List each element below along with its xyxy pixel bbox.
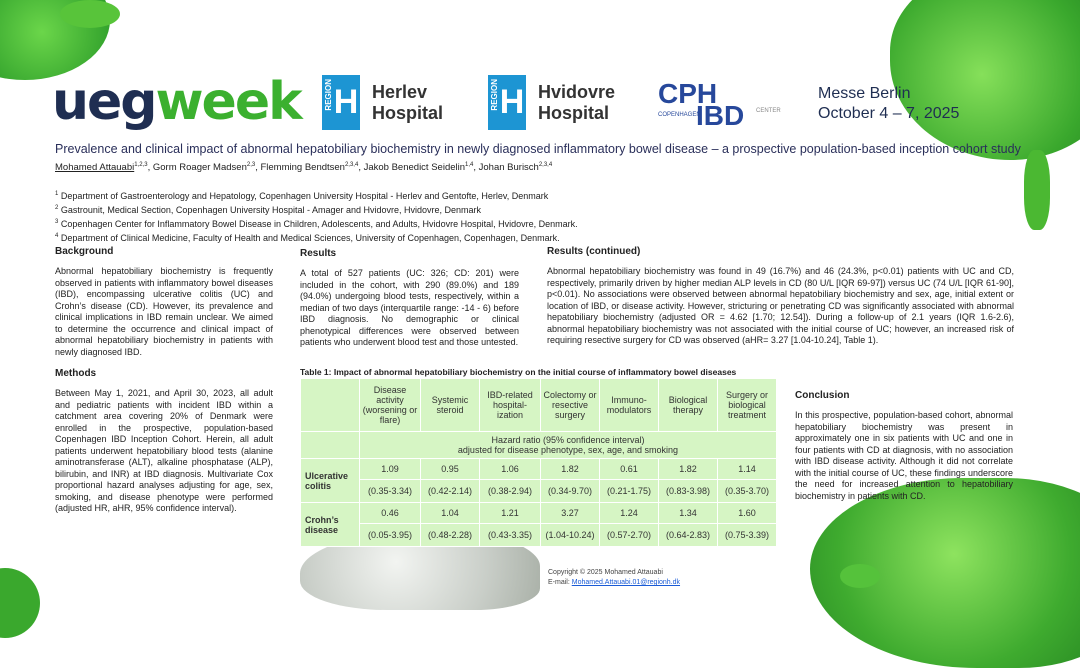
ci-value: (1.04-10.24) (541, 524, 600, 547)
ueg-week-logo (52, 72, 301, 132)
affiliation-text: Gastrounit, Medical Section, Copenhagen University Hospital - Amager and Hvidovre, Hvidovre, Denmark (60, 205, 482, 215)
event-dates: October 4 – 7, 2025 (818, 105, 960, 122)
table-column-header: Systemic steroid (421, 379, 480, 432)
decorative-green-drip-top-right (1024, 150, 1050, 230)
region-h-badge (322, 75, 360, 130)
ci-value: (0.38-2.94) (480, 480, 541, 503)
poster-title: Prevalence and clinical impact of abnormal hepatobiliary biochemistry in newly diagnosed inflammatory bowel disease – a prospective population-based inception cohort study (55, 142, 1021, 156)
background-text: Abnormal hepatobiliary biochemistry is frequently observed in patients with inflammatory bowel diseases (IBD), encompassing ulcerative colitis (UC) and Crohn’s disease (CD). However, its prevalence and clinical implications in IBD remain unclear. We aimed to determine the occurrence and clinical impact of abnormal hepatobiliary biochemistry in patients with newly diagnosed IBD. (55, 266, 273, 357)
results-continued-heading: Results (continued) (547, 246, 641, 257)
table-column-header: Surgery or biological treatment (718, 379, 777, 432)
table-column-header: Colectomy or resective surgery (541, 379, 600, 432)
row-label-cd: Crohn’s disease (301, 503, 360, 547)
hr-value: 1.21 (480, 503, 541, 524)
affiliation-item (55, 188, 578, 202)
affiliation-item (55, 202, 578, 216)
table-row (301, 503, 777, 524)
copenhagen-text: COPENHAGEN (658, 112, 701, 118)
region-h-letter: H (499, 83, 525, 121)
hr-value: 0.95 (421, 459, 480, 480)
hazard-ratio-line1: Hazard ratio (95% confidence interval) (491, 435, 645, 445)
copyright-block (548, 568, 680, 588)
hospital-name (538, 82, 615, 124)
cph-ibd-center-logo (658, 78, 781, 131)
email-label: E-mail: (548, 579, 572, 586)
affiliation-item (55, 216, 578, 230)
hr-value: 1.14 (718, 459, 777, 480)
region-h-badge (488, 75, 526, 130)
decorative-green-blob-top-right (890, 0, 1080, 160)
author-affil: 2,3,4 (538, 162, 553, 168)
region-h-letter: H (333, 83, 359, 121)
hr-value: 1.24 (600, 503, 659, 524)
hr-value: 1.04 (421, 503, 480, 524)
affiliation-num: 2 (55, 205, 59, 211)
event-info (818, 84, 959, 124)
ci-value: (0.05-3.95) (360, 524, 421, 547)
ci-value: (0.83-3.98) (659, 480, 718, 503)
table-column-header: Immuno-modulators (600, 379, 659, 432)
hr-value: 1.09 (360, 459, 421, 480)
conclusion-column (795, 390, 1013, 502)
hvidovre-hospital-logo (488, 75, 615, 130)
table-empty-cell (301, 432, 360, 459)
ibd-text: IBD (696, 100, 745, 131)
results-column (300, 248, 519, 349)
hr-value: 1.60 (718, 503, 777, 524)
affiliation-item (55, 230, 578, 244)
event-venue: Messe Berlin (818, 85, 911, 102)
ci-value: (0.43-3.35) (480, 524, 541, 547)
author-name: Mohamed Attauabi (55, 162, 135, 174)
author-name: Gorm Roager Madsen (152, 162, 247, 174)
affiliation-text: Copenhagen Center for Inflammatory Bowel Disease in Children, Adolescents, and Adults, Hvidovre Hospital, Hvidovre, Denmark. (60, 219, 578, 229)
table-row (301, 480, 777, 503)
author-name: Jakob Benedict Seidelin (363, 162, 466, 174)
hospital-name-line2: Hospital (538, 102, 610, 123)
conclusion-text: In this prospective, population-based cohort, abnormal hepatobiliary biochemistry was present in approximately one in six patients with UC and one in four patients with CD at diagnosis, with no association with IBD disease activity. Although it did not correlate with the initial course of UC, these findings underscore the need for increased attention to hepatobiliary biochemistry in patients with CD. (795, 410, 1013, 501)
results-continued-text: Abnormal hepatobiliary biochemistry was found in 49 (16.7%) and 46 (24.3%, p<0.01) patients with UC and CD, respectively, primarily driven by higher median ALP levels in CD (80 U/L [IQR 69-97]) versus UC (74 U/L [IQR 61-90], p<0.01). No associations were observed between abnormal hepatobiliary biochemistry and sex, age, initial extent or location of IBD, or disease activity. However, stricturing or penetrating CD was significantly associated with abnormal hepatobiliary biochemistry (adjusted OR = 4.62 [1.70; 12.54]). During a follow-up of 2.1 years (IQR 1.6-2.6), abnormal hepatobiliary biochemistry was not associated with the initial course of UC; however, an increased risk of requiring resective surgery for CD was observed (aHR= 3.27 [1.04-10.24], Table 1). (547, 266, 1014, 345)
methods-text: Between May 1, 2021, and April 30, 2023, all adult and pediatric patients with incident IBD within a catchment area covering 20% of Denmark were enrolled in the prospective, population-based Copenhagen IBD Inception Cohort. Herein, all adult patients underwent hepatobiliary blood tests (alanine aminotransferase (ALT), alkaline phosphatase (ALP), bilirubin, and INR) at IBD diagnosis. Multivariate Cox proportional hazard analyses adjusting for age, sex, smoking, and disease phenotype were performed (adjusted HR, aHR, 95% confidence interval). (55, 388, 273, 513)
results-continued-column (547, 246, 1014, 347)
affiliation-list (55, 188, 578, 244)
logo-ueg-text: ueg (52, 72, 156, 132)
affiliation-num: 1 (55, 191, 59, 197)
methods-heading: Methods (55, 368, 97, 379)
affiliation-num: 4 (55, 233, 59, 239)
herlev-hospital-logo (322, 75, 443, 130)
email-link[interactable]: Mohamed.Attauabi.01@regionh.dk (571, 579, 681, 586)
hospital-name-line2: Hospital (372, 102, 444, 123)
author-name: Flemming Bendtsen (260, 162, 345, 174)
author-affil: 2,3,4 (344, 162, 359, 168)
email-line (548, 578, 680, 588)
table-column-header: IBD-related hospital-ization (480, 379, 541, 432)
region-label: REGION (490, 79, 499, 111)
table-row (301, 459, 777, 480)
ci-value: (0.35-3.34) (360, 480, 421, 503)
hr-value: 1.06 (480, 459, 541, 480)
ci-value: (0.42-2.14) (421, 480, 480, 503)
hr-value: 1.82 (659, 459, 718, 480)
region-label: REGION (324, 79, 333, 111)
ci-value: (0.75-3.39) (718, 524, 777, 547)
affiliation-text: Department of Gastroenterology and Hepatology, Copenhagen University Hospital - Herlev and Gentofte, Herlev, Denmark (60, 191, 549, 201)
table-hr-row (301, 432, 777, 459)
copyright-text: Copyright © 2025 Mohamed Attauabi (548, 569, 663, 576)
background-methods-column (55, 246, 273, 515)
hr-value: 0.61 (600, 459, 659, 480)
results-heading: Results (300, 248, 337, 259)
hospital-name (372, 82, 443, 124)
author-affil: 1,4 (465, 162, 474, 168)
table-header-row (301, 379, 777, 432)
ci-value: (0.35-3.70) (718, 480, 777, 503)
affiliation-text: Department of Clinical Medicine, Faculty of Health and Medical Sciences, University of Copenhagen, Copenhagen, Denmark. (60, 233, 560, 243)
ci-value: (0.57-2.70) (600, 524, 659, 547)
decorative-green-blob-bottom-left (0, 568, 40, 638)
table-corner-cell (301, 379, 360, 432)
row-label-uc: Ulcerative colitis (301, 459, 360, 503)
logo-week-text: week (155, 72, 301, 132)
author-list: Mohamed Attauabi$^{1,2,3}$, Gorm Roager Madsen$^{2,3}$, Flemming Bendtsen$^{2,3,4}$, Jakob Benedict Seidelin$^{1,4}$, Johan Burisch$^{2,3,4}$ (55, 162, 553, 174)
ci-value: (0.48-2.28) (421, 524, 480, 547)
hr-value: 1.82 (541, 459, 600, 480)
table-caption: Table 1: Impact of abnormal hepatobiliary biochemistry on the initial course of inflammatory bowel diseases (300, 367, 737, 377)
affiliation-num: 3 (55, 219, 59, 225)
center-text: CENTER (756, 108, 781, 114)
hospital-name-line1: Hvidovre (538, 81, 616, 102)
hazard-ratio-line2: adjusted for disease phenotype, sex, age, and smoking (457, 445, 679, 455)
cph-text: CPH (658, 78, 718, 109)
decorative-green-blob-bottom-right-small (840, 564, 880, 588)
results-table (300, 378, 777, 547)
author-name: Johan Burisch (478, 162, 539, 174)
decorative-green-blob-top-left-small (60, 0, 120, 28)
results-text: A total of 527 patients (UC: 326; CD: 201) were included in the cohort, with 290 (89.0%) and 189 (94.0%) undergoing blood tests, respectively, within a median of two days (interquartile range: -14 - 6) before IBD diagnosis. No demographic or clinical phenotypical differences were observed between patients who underwent blood test and those untested. (300, 268, 519, 347)
table-column-header: Biological therapy (659, 379, 718, 432)
ci-value: (0.21-1.75) (600, 480, 659, 503)
conclusion-heading: Conclusion (795, 390, 850, 401)
ci-value: (0.34-9.70) (541, 480, 600, 503)
hr-value: 3.27 (541, 503, 600, 524)
ci-value: (0.64-2.83) (659, 524, 718, 547)
author-affil: 2,3 (246, 162, 256, 168)
background-heading: Background (55, 246, 114, 257)
hazard-ratio-note (360, 432, 777, 459)
table-column-header: Disease activity (worsening or flare) (360, 379, 421, 432)
author-affil: 1,2,3 (134, 162, 148, 168)
hr-value: 0.46 (360, 503, 421, 524)
hospital-name-line1: Herlev (372, 81, 428, 102)
hr-value: 1.34 (659, 503, 718, 524)
table-row (301, 524, 777, 547)
